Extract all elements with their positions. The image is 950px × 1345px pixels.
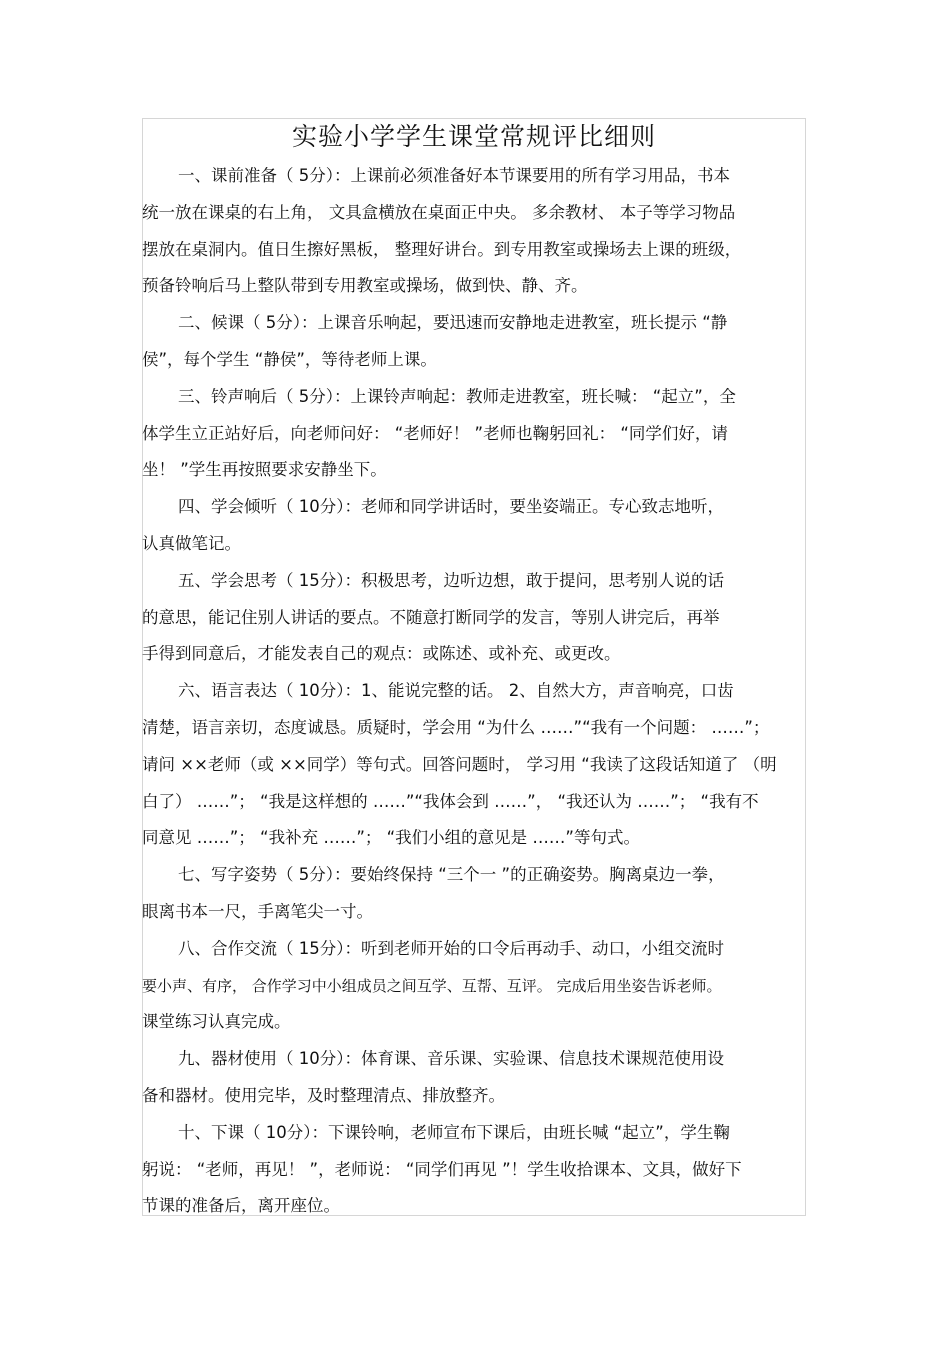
document-title: 实验小学学生课堂常规评比细则 [291,122,656,151]
paragraph-line: 同意见 ……”； “我补充 ……”； “我们小组的意见是 ……”等句式。 [142,828,640,848]
paragraph-line: 手得到同意后，才能发表自己的观点：或陈述、或补充、或更改。 [142,644,621,664]
paragraph-line: 一、课前准备（ 5分）：上课前必须准备好本节课要用的所有学习用品，书本 [178,166,730,185]
paragraph-writing [142,857,806,931]
paragraph-line: 清楚，语言亲切，态度诚恳。质疑时，学会用 “为什么 ……”“我有一个问题： ……”； [142,717,770,737]
paragraph-cooperation [142,931,806,1041]
paragraph-line: 的意思，能记住别人讲话的要点。不随意打断同学的发言，等别人讲完后，再举 [142,607,720,627]
paragraph-line: 认真做笔记。 [142,533,241,553]
paragraph-line: 三、铃声响后（ 5分）：上课铃声响起：教师走进教室，班长喊： “起立”，全 [178,386,736,406]
paragraph-line: 统一放在课桌的右上角， 文具盒横放在桌面正中央。 多余教材、 本子等学习物品 [142,202,736,222]
paragraph-line: 白了） ……”； “我是这样想的 ……”“我体会到 ……”， “我还认为 ……”； “我有不 [142,791,759,811]
paragraph-line: 请问 ××老师（或 ××同学）等句式。回答问题时， 学习用 “我读了这段话知道了 （明 [142,754,777,774]
paragraph-dismissal [142,1115,806,1225]
paragraph-listening [142,489,806,563]
paragraph-line: 四、学会倾听（ 10分）：老师和同学讲话时，要坐姿端正。专心致志地听， [178,497,724,517]
paragraph-line: 坐！ ”学生再按照要求安静坐下。 [142,460,387,480]
paragraph-line: 九、器材使用（ 10分）：体育课、音乐课、实验课、信息技术课规范使用设 [178,1049,724,1069]
paragraph-line: 躬说： “老师，再见！ ”，老师说： “同学们再见 ”！学生收拾课本、文具，做好下 [142,1159,742,1179]
paragraph-waiting [142,305,806,379]
paragraph-line: 预备铃响后马上整队带到专用教室或操场，做到快、静、齐。 [142,276,588,296]
document-body [142,158,806,1225]
paragraph-equipment [142,1041,806,1115]
paragraph-line: 体学生立正站好后，向老师问好： “老师好！ ”老师也鞠躬回礼： “同学们好，请 [142,423,728,443]
paragraph-speaking [142,673,806,857]
paragraph-line: 眼离书本一尺，手离笔尖一寸。 [142,901,373,921]
paragraph-line: 节课的准备后，离开座位。 [142,1196,340,1216]
paragraph-bell [142,379,806,489]
paragraph-prep [142,158,806,305]
paragraph-line: 侯”，每个学生 “静侯”，等待老师上课。 [142,349,437,369]
paragraph-line: 备和器材。使用完毕，及时整理清点、排放整齐。 [142,1085,505,1105]
paragraph-thinking [142,563,806,673]
paragraph-line: 二、候课（ 5分）：上课音乐响起，要迅速而安静地走进教室，班长提示 “静 [178,313,728,333]
paragraph-line: 十、下课（ 10分）：下课铃响，老师宣布下课后，由班长喊 “起立”，学生鞠 [178,1122,730,1142]
paragraph-line: 摆放在桌洞内。值日生擦好黑板， 整理好讲台。到专用教室或操场去上课的班级， [142,239,742,259]
paragraph-line: 五、学会思考（ 15分）：积极思考，边听边想，敢于提问，思考别人说的话 [178,570,724,590]
paragraph-line: 八、合作交流（ 15分）：听到老师开始的口令后再动手、动口，小组交流时 [178,938,724,958]
paragraph-line: 六、语言表达（ 10分）：1、能说完整的话。 2、自然大方，声音响亮，口齿 [178,681,734,701]
paragraph-line: 七、写字姿势（ 5分）：要始终保持 “三个一 ”的正确姿势。胸离桌边一拳， [178,865,725,885]
paragraph-line: 课堂练习认真完成。 [142,1012,291,1032]
paragraph-line: 要小声、有序， 合作学习中小组成员之间互学、互帮、互评。 完成后用坐姿告诉老师。 [142,976,722,995]
